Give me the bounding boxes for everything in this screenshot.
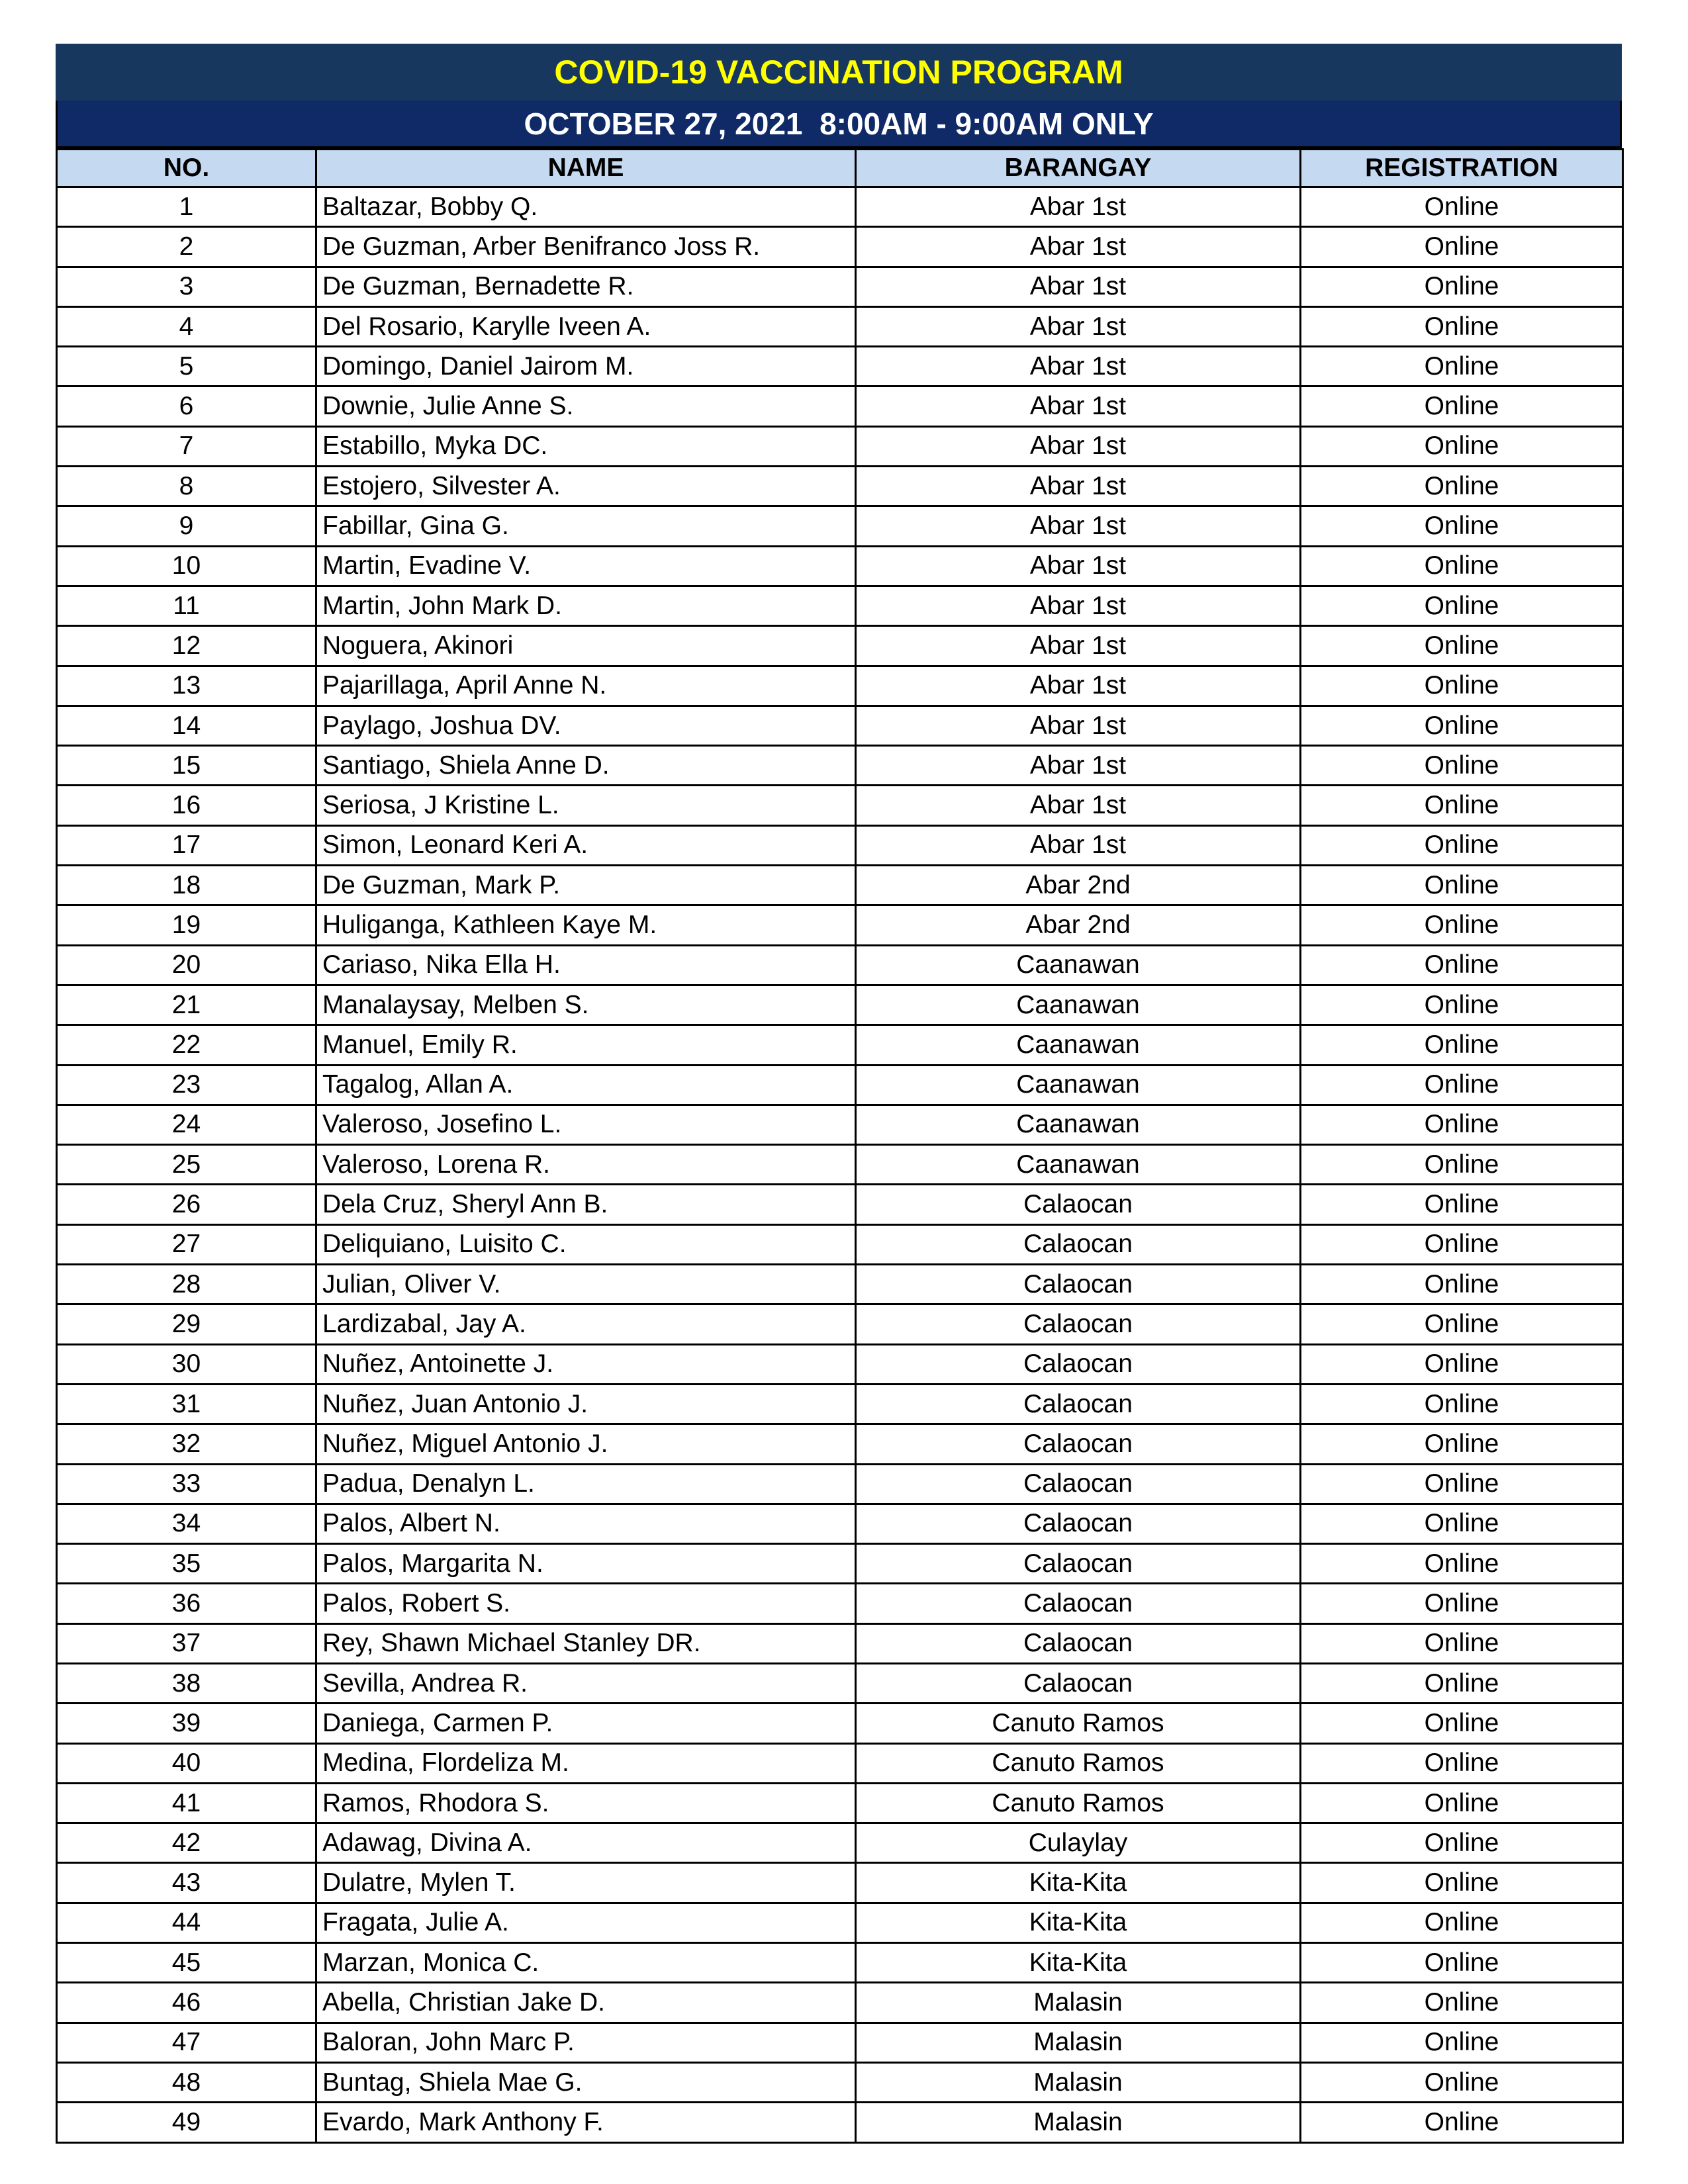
cell-registration: Online <box>1301 426 1623 466</box>
cell-registration: Online <box>1301 1704 1623 1743</box>
cell-name: Estojero, Silvester A. <box>316 467 856 506</box>
cell-name: Simon, Leonard Keri A. <box>316 825 856 865</box>
cell-no: 16 <box>57 786 316 825</box>
cell-no: 14 <box>57 705 316 745</box>
cell-registration: Online <box>1301 1544 1623 1584</box>
cell-name: Huliganga, Kathleen Kaye M. <box>316 905 856 945</box>
cell-registration: Online <box>1301 1983 1623 2023</box>
cell-registration: Online <box>1301 506 1623 546</box>
cell-no: 10 <box>57 546 316 586</box>
cell-no: 24 <box>57 1105 316 1144</box>
cell-barangay: Kita-Kita <box>856 1863 1301 1903</box>
cell-barangay: Calaocan <box>856 1623 1301 1663</box>
cell-no: 18 <box>57 866 316 905</box>
cell-name: Palos, Albert N. <box>316 1504 856 1543</box>
cell-no: 39 <box>57 1704 316 1743</box>
table-row <box>57 1623 1623 1663</box>
cell-barangay: Caanawan <box>856 1025 1301 1065</box>
cell-name: De Guzman, Mark P. <box>316 866 856 905</box>
cell-no: 1 <box>57 187 316 227</box>
cell-registration: Online <box>1301 347 1623 387</box>
cell-no: 28 <box>57 1265 316 1304</box>
table-row <box>57 1943 1623 1983</box>
table-row <box>57 546 1623 586</box>
table-row <box>57 626 1623 666</box>
cell-no: 29 <box>57 1304 316 1344</box>
cell-no: 8 <box>57 467 316 506</box>
cell-registration: Online <box>1301 1065 1623 1105</box>
cell-barangay: Abar 1st <box>856 467 1301 506</box>
cell-name: Estabillo, Myka DC. <box>316 426 856 466</box>
table-row <box>57 905 1623 945</box>
cell-registration: Online <box>1301 1424 1623 1464</box>
table-row <box>57 1743 1623 1783</box>
cell-no: 44 <box>57 1903 316 1942</box>
cell-registration: Online <box>1301 985 1623 1024</box>
table-row <box>57 426 1623 466</box>
cell-barangay: Abar 1st <box>856 786 1301 825</box>
cell-no: 4 <box>57 306 316 346</box>
table-row <box>57 1704 1623 1743</box>
cell-name: Valeroso, Josefino L. <box>316 1105 856 1144</box>
table-row <box>57 387 1623 426</box>
vaccination-schedule-sheet <box>56 44 1622 2144</box>
cell-registration: Online <box>1301 1863 1623 1903</box>
cell-registration: Online <box>1301 1783 1623 1823</box>
cell-barangay: Malasin <box>856 2062 1301 2102</box>
table-row <box>57 705 1623 745</box>
cell-registration: Online <box>1301 866 1623 905</box>
cell-barangay: Abar 1st <box>856 267 1301 306</box>
cell-registration: Online <box>1301 1145 1623 1185</box>
cell-registration: Online <box>1301 1265 1623 1304</box>
cell-barangay: Abar 1st <box>856 666 1301 705</box>
table-row <box>57 1265 1623 1304</box>
cell-name: Nuñez, Juan Antonio J. <box>316 1384 856 1424</box>
table-row <box>57 666 1623 705</box>
cell-name: Abella, Christian Jake D. <box>316 1983 856 2023</box>
table-row <box>57 1464 1623 1504</box>
table-row <box>57 1224 1623 1264</box>
table-header-row <box>57 150 1623 187</box>
cell-barangay: Calaocan <box>856 1224 1301 1264</box>
column-header-barangay: BARANGAY <box>856 150 1301 187</box>
schedule-date-time: OCTOBER 27, 2021 8:00AM - 9:00AM ONLY <box>56 101 1622 148</box>
table-row <box>57 1783 1623 1823</box>
cell-registration: Online <box>1301 1344 1623 1384</box>
cell-no: 21 <box>57 985 316 1024</box>
cell-no: 45 <box>57 1943 316 1983</box>
cell-no: 47 <box>57 2023 316 2062</box>
table-row <box>57 1584 1623 1623</box>
cell-name: Manuel, Emily R. <box>316 1025 856 1065</box>
cell-no: 20 <box>57 945 316 985</box>
cell-no: 26 <box>57 1185 316 1224</box>
table-row <box>57 1145 1623 1185</box>
cell-name: Ramos, Rhodora S. <box>316 1783 856 1823</box>
cell-barangay: Calaocan <box>856 1384 1301 1424</box>
cell-name: Rey, Shawn Michael Stanley DR. <box>316 1623 856 1663</box>
cell-barangay: Calaocan <box>856 1424 1301 1464</box>
cell-name: Fabillar, Gina G. <box>316 506 856 546</box>
cell-name: Del Rosario, Karylle Iveen A. <box>316 306 856 346</box>
cell-registration: Online <box>1301 387 1623 426</box>
cell-registration: Online <box>1301 1743 1623 1783</box>
cell-registration: Online <box>1301 945 1623 985</box>
cell-barangay: Caanawan <box>856 985 1301 1024</box>
cell-no: 36 <box>57 1584 316 1623</box>
cell-no: 9 <box>57 506 316 546</box>
table-row <box>57 746 1623 786</box>
cell-name: Valeroso, Lorena R. <box>316 1145 856 1185</box>
cell-registration: Online <box>1301 1504 1623 1543</box>
cell-no: 32 <box>57 1424 316 1464</box>
cell-no: 46 <box>57 1983 316 2023</box>
cell-barangay: Calaocan <box>856 1464 1301 1504</box>
cell-no: 49 <box>57 2103 316 2142</box>
cell-no: 6 <box>57 387 316 426</box>
cell-barangay: Abar 1st <box>856 387 1301 426</box>
cell-name: Buntag, Shiela Mae G. <box>316 2062 856 2102</box>
cell-no: 31 <box>57 1384 316 1424</box>
table-row <box>57 1185 1623 1224</box>
cell-registration: Online <box>1301 1584 1623 1623</box>
cell-barangay: Calaocan <box>856 1504 1301 1543</box>
table-row <box>57 825 1623 865</box>
table-row <box>57 1025 1623 1065</box>
cell-registration: Online <box>1301 1224 1623 1264</box>
cell-no: 17 <box>57 825 316 865</box>
cell-barangay: Abar 1st <box>856 746 1301 786</box>
cell-name: Sevilla, Andrea R. <box>316 1663 856 1703</box>
table-row <box>57 2023 1623 2062</box>
column-header-registration: REGISTRATION <box>1301 150 1623 187</box>
cell-registration: Online <box>1301 666 1623 705</box>
cell-registration: Online <box>1301 267 1623 306</box>
cell-name: Paylago, Joshua DV. <box>316 705 856 745</box>
table-row <box>57 1344 1623 1384</box>
cell-name: Adawag, Divina A. <box>316 1823 856 1863</box>
cell-name: Dulatre, Mylen T. <box>316 1863 856 1903</box>
cell-no: 38 <box>57 1663 316 1703</box>
cell-no: 19 <box>57 905 316 945</box>
table-row <box>57 945 1623 985</box>
cell-name: Baltazar, Bobby Q. <box>316 187 856 227</box>
cell-name: Fragata, Julie A. <box>316 1903 856 1942</box>
cell-barangay: Abar 1st <box>856 586 1301 625</box>
cell-name: Domingo, Daniel Jairom M. <box>316 347 856 387</box>
cell-registration: Online <box>1301 306 1623 346</box>
cell-name: Manalaysay, Melben S. <box>316 985 856 1024</box>
cell-no: 30 <box>57 1344 316 1384</box>
table-row <box>57 786 1623 825</box>
table-row <box>57 1105 1623 1144</box>
program-title: COVID-19 VACCINATION PROGRAM <box>56 44 1622 101</box>
table-row <box>57 866 1623 905</box>
table-row <box>57 1304 1623 1344</box>
cell-name: Padua, Denalyn L. <box>316 1464 856 1504</box>
cell-barangay: Calaocan <box>856 1185 1301 1224</box>
cell-name: Tagalog, Allan A. <box>316 1065 856 1105</box>
cell-registration: Online <box>1301 705 1623 745</box>
cell-registration: Online <box>1301 1464 1623 1504</box>
cell-registration: Online <box>1301 905 1623 945</box>
cell-registration: Online <box>1301 1105 1623 1144</box>
cell-registration: Online <box>1301 1903 1623 1942</box>
cell-no: 15 <box>57 746 316 786</box>
cell-name: Baloran, John Marc P. <box>316 2023 856 2062</box>
cell-barangay: Abar 1st <box>856 705 1301 745</box>
cell-name: Nuñez, Antoinette J. <box>316 1344 856 1384</box>
table-row <box>57 1504 1623 1543</box>
cell-barangay: Abar 1st <box>856 506 1301 546</box>
table-row <box>57 1863 1623 1903</box>
table-row <box>57 1065 1623 1105</box>
cell-registration: Online <box>1301 1663 1623 1703</box>
cell-barangay: Kita-Kita <box>856 1943 1301 1983</box>
cell-registration: Online <box>1301 586 1623 625</box>
cell-registration: Online <box>1301 467 1623 506</box>
cell-barangay: Caanawan <box>856 1105 1301 1144</box>
cell-no: 23 <box>57 1065 316 1105</box>
cell-barangay: Caanawan <box>856 945 1301 985</box>
cell-barangay: Abar 1st <box>856 187 1301 227</box>
table-row <box>57 1823 1623 1863</box>
cell-name: Martin, John Mark D. <box>316 586 856 625</box>
table-body <box>57 187 1623 2143</box>
table-row <box>57 227 1623 267</box>
cell-name: Seriosa, J Kristine L. <box>316 786 856 825</box>
cell-barangay: Malasin <box>856 2103 1301 2142</box>
cell-registration: Online <box>1301 1943 1623 1983</box>
cell-registration: Online <box>1301 1185 1623 1224</box>
cell-no: 37 <box>57 1623 316 1663</box>
cell-registration: Online <box>1301 1823 1623 1863</box>
cell-no: 7 <box>57 426 316 466</box>
table-row <box>57 1384 1623 1424</box>
cell-no: 22 <box>57 1025 316 1065</box>
table-row <box>57 467 1623 506</box>
table-row <box>57 506 1623 546</box>
cell-name: Martin, Evadine V. <box>316 546 856 586</box>
cell-barangay: Abar 1st <box>856 306 1301 346</box>
cell-no: 42 <box>57 1823 316 1863</box>
cell-barangay: Abar 1st <box>856 426 1301 466</box>
cell-barangay: Abar 2nd <box>856 866 1301 905</box>
cell-no: 27 <box>57 1224 316 1264</box>
cell-registration: Online <box>1301 2023 1623 2062</box>
cell-registration: Online <box>1301 227 1623 267</box>
cell-barangay: Calaocan <box>856 1584 1301 1623</box>
cell-name: Lardizabal, Jay A. <box>316 1304 856 1344</box>
cell-registration: Online <box>1301 746 1623 786</box>
cell-no: 11 <box>57 586 316 625</box>
table-row <box>57 306 1623 346</box>
table-row <box>57 1903 1623 1942</box>
cell-barangay: Calaocan <box>856 1344 1301 1384</box>
cell-barangay: Canuto Ramos <box>856 1704 1301 1743</box>
cell-no: 5 <box>57 347 316 387</box>
cell-registration: Online <box>1301 1025 1623 1065</box>
cell-registration: Online <box>1301 2103 1623 2142</box>
cell-no: 3 <box>57 267 316 306</box>
table-row <box>57 347 1623 387</box>
cell-barangay: Abar 1st <box>856 227 1301 267</box>
cell-no: 41 <box>57 1783 316 1823</box>
cell-name: Nuñez, Miguel Antonio J. <box>316 1424 856 1464</box>
cell-barangay: Malasin <box>856 1983 1301 2023</box>
cell-no: 25 <box>57 1145 316 1185</box>
cell-barangay: Canuto Ramos <box>856 1783 1301 1823</box>
cell-name: Marzan, Monica C. <box>316 1943 856 1983</box>
cell-name: Palos, Margarita N. <box>316 1544 856 1584</box>
cell-barangay: Abar 1st <box>856 626 1301 666</box>
cell-name: Daniega, Carmen P. <box>316 1704 856 1743</box>
cell-barangay: Calaocan <box>856 1304 1301 1344</box>
cell-no: 33 <box>57 1464 316 1504</box>
cell-name: Deliquiano, Luisito C. <box>316 1224 856 1264</box>
table-row <box>57 985 1623 1024</box>
table-row <box>57 586 1623 625</box>
cell-barangay: Abar 1st <box>856 347 1301 387</box>
table-row <box>57 1544 1623 1584</box>
cell-barangay: Malasin <box>856 2023 1301 2062</box>
cell-barangay: Abar 1st <box>856 546 1301 586</box>
cell-name: Downie, Julie Anne S. <box>316 387 856 426</box>
vaccination-list-table <box>56 148 1624 2144</box>
cell-registration: Online <box>1301 786 1623 825</box>
cell-registration: Online <box>1301 1623 1623 1663</box>
cell-barangay: Abar 1st <box>856 825 1301 865</box>
cell-name: Noguera, Akinori <box>316 626 856 666</box>
cell-barangay: Caanawan <box>856 1065 1301 1105</box>
cell-barangay: Calaocan <box>856 1663 1301 1703</box>
cell-barangay: Caanawan <box>856 1145 1301 1185</box>
table-row <box>57 2062 1623 2102</box>
table-row <box>57 1424 1623 1464</box>
cell-registration: Online <box>1301 1384 1623 1424</box>
cell-registration: Online <box>1301 187 1623 227</box>
table-row <box>57 2103 1623 2142</box>
cell-registration: Online <box>1301 1304 1623 1344</box>
cell-no: 43 <box>57 1863 316 1903</box>
table-row <box>57 1983 1623 2023</box>
cell-name: Evardo, Mark Anthony F. <box>316 2103 856 2142</box>
cell-barangay: Canuto Ramos <box>856 1743 1301 1783</box>
cell-registration: Online <box>1301 825 1623 865</box>
cell-name: Dela Cruz, Sheryl Ann B. <box>316 1185 856 1224</box>
cell-barangay: Calaocan <box>856 1544 1301 1584</box>
cell-no: 40 <box>57 1743 316 1783</box>
table-row <box>57 1663 1623 1703</box>
cell-no: 12 <box>57 626 316 666</box>
cell-name: Santiago, Shiela Anne D. <box>316 746 856 786</box>
column-header-no: NO. <box>57 150 316 187</box>
cell-name: Palos, Robert S. <box>316 1584 856 1623</box>
cell-name: Cariaso, Nika Ella H. <box>316 945 856 985</box>
table-row <box>57 267 1623 306</box>
column-header-name: NAME <box>316 150 856 187</box>
cell-barangay: Culaylay <box>856 1823 1301 1863</box>
cell-name: De Guzman, Arber Benifranco Joss R. <box>316 227 856 267</box>
cell-registration: Online <box>1301 2062 1623 2102</box>
cell-registration: Online <box>1301 546 1623 586</box>
cell-barangay: Calaocan <box>856 1265 1301 1304</box>
cell-name: De Guzman, Bernadette R. <box>316 267 856 306</box>
cell-name: Medina, Flordeliza M. <box>316 1743 856 1783</box>
cell-no: 13 <box>57 666 316 705</box>
cell-barangay: Kita-Kita <box>856 1903 1301 1942</box>
cell-no: 2 <box>57 227 316 267</box>
cell-no: 48 <box>57 2062 316 2102</box>
cell-name: Julian, Oliver V. <box>316 1265 856 1304</box>
cell-registration: Online <box>1301 626 1623 666</box>
cell-no: 35 <box>57 1544 316 1584</box>
table-row <box>57 187 1623 227</box>
cell-no: 34 <box>57 1504 316 1543</box>
cell-name: Pajarillaga, April Anne N. <box>316 666 856 705</box>
cell-barangay: Abar 2nd <box>856 905 1301 945</box>
